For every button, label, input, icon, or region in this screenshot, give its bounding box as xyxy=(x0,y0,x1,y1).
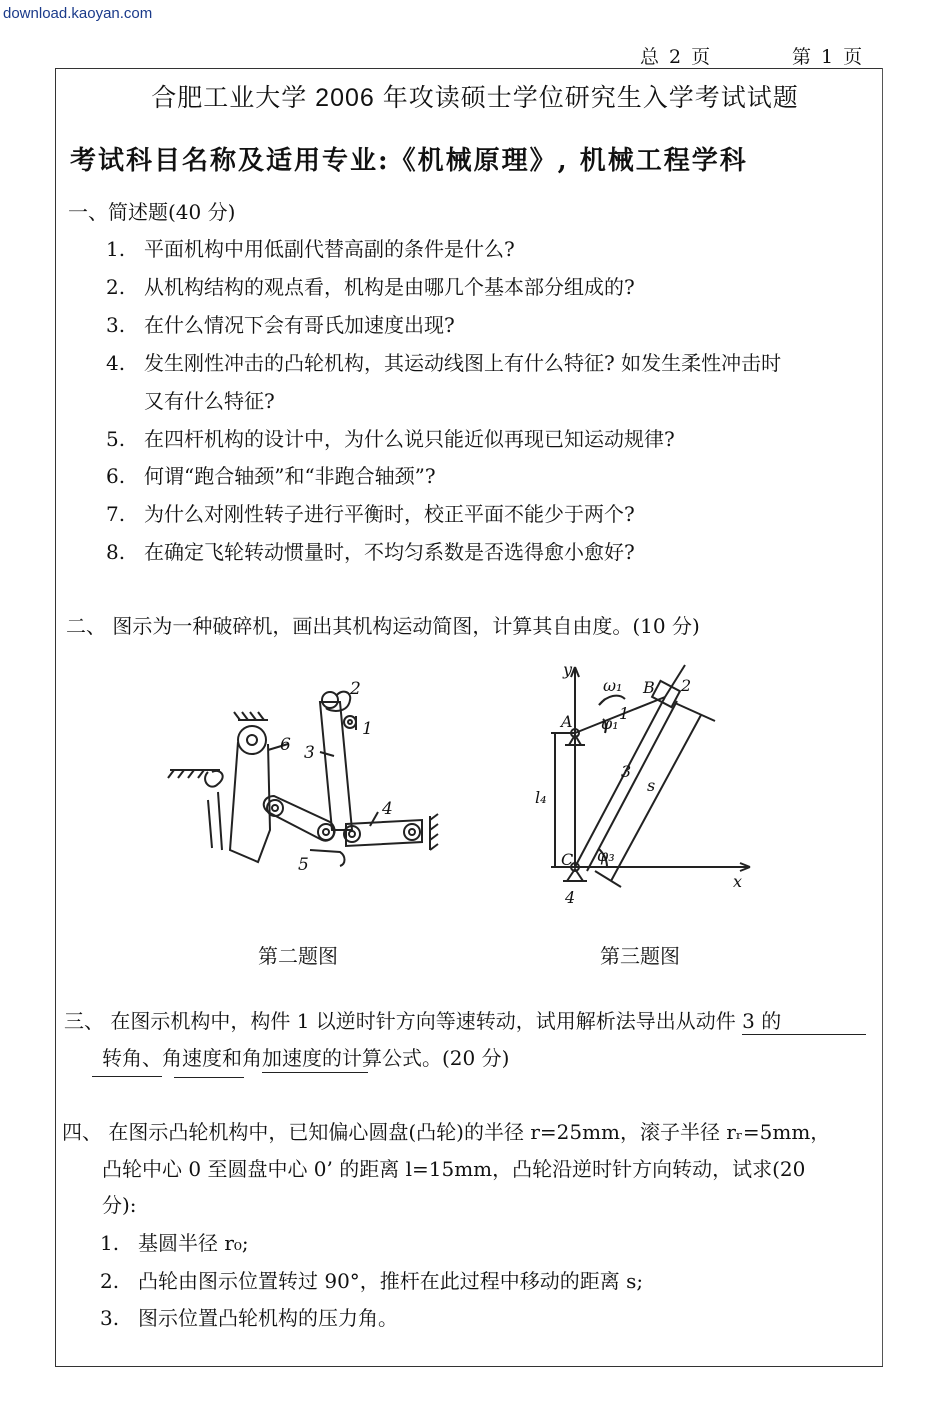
question-number: 2. xyxy=(100,1269,120,1293)
question-text: 凸轮由图示位置转过 90°，推杆在此过程中移动的距离 s; xyxy=(138,1269,644,1293)
handwritten-underline xyxy=(742,1034,866,1035)
section3-line2: 转角、角速度和角加速度的计算公式。(20 分) xyxy=(102,1046,510,1070)
question-text: 何谓“跑合轴颈”和“非跑合轴颈”? xyxy=(144,464,436,488)
question-item xyxy=(100,1265,643,1294)
question-number: 3. xyxy=(100,1306,120,1330)
question-number: 2. xyxy=(106,275,126,299)
frame-right-border xyxy=(882,68,883,1366)
fig3-label-b: B xyxy=(643,678,655,697)
question-item xyxy=(106,271,635,300)
fig3-label-a: A xyxy=(561,712,573,731)
question-text-continuation: 又有什么特征? xyxy=(144,389,275,413)
fig3-label-l4: l₄ xyxy=(535,788,547,807)
handwritten-underline xyxy=(174,1077,244,1078)
section3-line1: 三、 在图示机构中，构件 1 以逆时针方向等速转动，试用解析法导出从动件 3 的 xyxy=(64,1009,782,1033)
total-pages: 总 2 页 xyxy=(640,46,713,68)
crusher-mechanism-figure xyxy=(160,680,450,880)
fig2-label-2: 2 xyxy=(350,680,361,699)
fig3-label-s: s xyxy=(647,776,656,795)
question-number: 7. xyxy=(106,502,126,526)
question-number: 3. xyxy=(106,313,126,337)
question-text: 从机构结构的观点看，机构是由哪几个基本部分组成的? xyxy=(144,275,635,299)
question-item xyxy=(106,498,635,527)
exam-title: 合肥工业大学 2006 年攻读硕士学位研究生入学考试试题 xyxy=(151,84,799,112)
question-item xyxy=(106,423,675,452)
section4-line1: 四、 在图示凸轮机构中，已知偏心圆盘(凸轮)的半径 r=25mm，滚子半径 rᵣ=5mm， xyxy=(62,1120,831,1144)
section4-line2: 凸轮中心 0 至圆盘中心 0’ 的距离 l=15mm，凸轮沿逆时针方向转动，试求(20 xyxy=(102,1157,806,1181)
question-text: 图示位置凸轮机构的压力角。 xyxy=(138,1306,398,1330)
fig2-label-1: 1 xyxy=(362,719,373,739)
question-item xyxy=(100,1302,398,1331)
handwritten-underline xyxy=(262,1072,368,1073)
watermark-url: download.kaoyan.com xyxy=(3,5,153,22)
fig3-caption: 第三题图 xyxy=(600,944,680,968)
question-number: 4. xyxy=(106,351,126,375)
question-text: 基圆半径 r₀; xyxy=(138,1231,249,1255)
question-text: 为什么对刚性转子进行平衡时，校正平面不能少于两个? xyxy=(144,502,635,526)
question-number: 6. xyxy=(106,464,126,488)
fig3-label-3: 3 xyxy=(621,762,632,781)
question-item xyxy=(106,233,515,262)
fig3-label-x: x xyxy=(733,872,743,891)
question-text: 发生刚性冲击的凸轮机构，其运动线图上有什么特征? 如发生柔性冲击时 xyxy=(144,351,782,375)
fig3-label-c: C xyxy=(561,850,574,869)
fig2-label-6: 6 xyxy=(280,735,291,755)
question-number: 1. xyxy=(106,237,126,261)
fig3-label-2: 2 xyxy=(681,676,692,695)
frame-bottom-border xyxy=(55,1366,883,1367)
question-item xyxy=(106,460,436,489)
question-text: 在四杆机构的设计中，为什么说只能近似再现已知运动规律? xyxy=(144,427,675,451)
slider-mechanism-figure xyxy=(535,655,765,915)
question-item xyxy=(106,309,455,338)
handwritten-underline xyxy=(92,1076,162,1077)
exam-subject: 考试科目名称及适用专业:《机械原理》, 机械工程学科 xyxy=(70,146,748,176)
question-text: 平面机构中用低副代替高副的条件是什么? xyxy=(144,237,515,261)
frame-top-border xyxy=(55,68,883,69)
section1-heading: 一、简述题(40 分) xyxy=(68,200,236,224)
fig3-label-phi3: φ₃ xyxy=(597,846,615,865)
question-number: 8. xyxy=(106,540,126,564)
question-number: 1. xyxy=(100,1231,120,1255)
fig3-label-y: y xyxy=(563,660,573,679)
fig3-label-1: 1 xyxy=(619,704,630,723)
question-item xyxy=(106,347,781,376)
fig3-label-4: 4 xyxy=(565,888,576,907)
fig3-label-omega: ω₁ xyxy=(603,676,623,695)
frame-left-border xyxy=(55,68,56,1366)
page-number: 第 1 页 xyxy=(792,46,865,68)
question-item xyxy=(100,1227,249,1256)
fig2-caption: 第二题图 xyxy=(258,944,338,968)
question-text: 在什么情况下会有哥氏加速度出现? xyxy=(144,313,455,337)
fig2-label-3: 3 xyxy=(304,743,315,763)
section2-heading: 二、 图示为一种破碎机，画出其机构运动简图，计算其自由度。(10 分) xyxy=(66,614,700,638)
question-text: 在确定飞轮转动惯量时，不均匀系数是否选得愈小愈好? xyxy=(144,540,635,564)
question-item xyxy=(106,536,635,565)
fig3-label-phi1: φ₁ xyxy=(601,714,619,733)
fig2-label-5: 5 xyxy=(298,855,309,875)
question-number: 5. xyxy=(106,427,126,451)
section4-line3: 分): xyxy=(102,1193,137,1217)
fig2-label-4: 4 xyxy=(382,799,393,819)
